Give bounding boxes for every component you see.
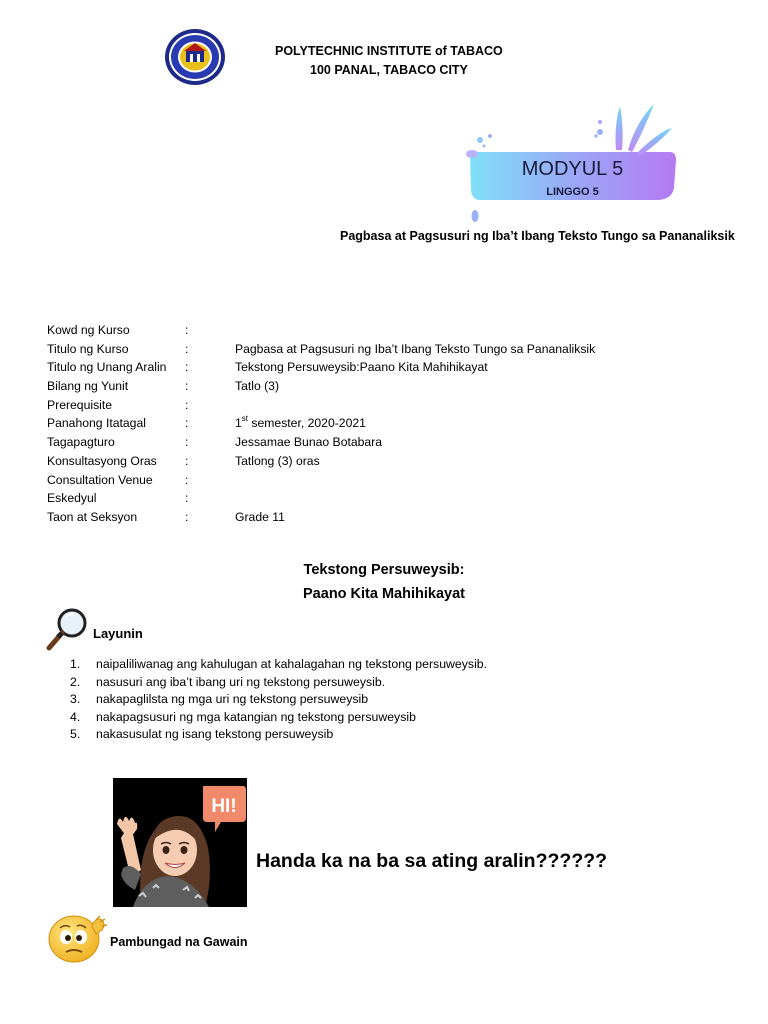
module-week: LINGGO 5	[546, 186, 599, 198]
info-value-ordinal: st	[241, 414, 249, 424]
info-separator: :	[185, 416, 189, 431]
lesson-title-line2: Paano Kita Mahihikayat	[303, 586, 465, 602]
info-separator: :	[185, 435, 189, 450]
module-title: MODYUL 5	[521, 158, 624, 180]
info-separator: :	[185, 472, 189, 487]
info-label: Konsultasyong Oras	[47, 453, 157, 468]
list-item-text: nakasusulat ng isang tekstong persuweysib	[96, 727, 334, 742]
list-item-number: 1.	[70, 657, 81, 671]
info-label: Titulo ng Kurso	[47, 341, 129, 356]
list-item-number: 4.	[70, 709, 81, 724]
info-label: Titulo ng Unang Aralin	[47, 360, 167, 375]
info-separator: :	[185, 341, 189, 356]
objectives-label: Layunin	[93, 626, 143, 641]
info-label: Panahong Itatagal	[47, 416, 146, 431]
list-item	[70, 709, 487, 727]
info-value: Grade 11	[235, 509, 285, 524]
list-item-number: 3.	[70, 692, 81, 707]
opening-activity-label: Pambungad na Gawain	[110, 935, 248, 949]
list-item-text: nasusuri ang iba’t ibang uri ng tekstong persuweysib.	[96, 674, 386, 689]
list-item-number: 5.	[70, 727, 81, 742]
ready-question: Handa ka na ba sa ating aralin??????	[256, 850, 608, 872]
avatar-girl-waving-icon	[113, 778, 247, 907]
info-label: Bilang ng Yunit	[47, 379, 129, 394]
info-separator: :	[185, 379, 189, 394]
list-item	[70, 674, 487, 692]
list-item-text: nakapaglilsta ng mga uri ng tekstong persuweysib	[96, 692, 369, 707]
institution-name: POLYTECHNIC INSTITUTE of TABACO	[275, 44, 503, 58]
info-separator: :	[185, 453, 189, 468]
info-label: Eskedyul	[47, 491, 97, 506]
objectives-list	[70, 656, 487, 744]
info-value: Pagbasa at Pagsusuri ng Iba’t Ibang Teksto Tungo sa Pananaliksik	[235, 341, 596, 356]
info-label: Kowd ng Kurso	[47, 323, 130, 337]
list-item	[70, 726, 487, 744]
list-item	[70, 691, 487, 709]
info-value: Tatlo (3)	[235, 379, 280, 394]
info-value	[235, 414, 366, 433]
info-value: Tatlong (3) oras	[235, 453, 320, 468]
info-value: Tekstong Persuweysib:Paano Kita Mahihikayat	[235, 360, 488, 375]
list-item-number: 2.	[70, 674, 81, 689]
speech-bubble-text: HI!	[211, 796, 237, 817]
school-header	[0, 0, 768, 90]
list-item-text: naipaliliwanag ang kahulugan at kahalagahan ng tekstong persuweysib.	[96, 657, 488, 671]
avatar-image	[113, 778, 247, 907]
thinking-emoji-icon	[46, 912, 110, 964]
info-label: Taon at Seksyon	[47, 509, 138, 524]
lesson-title-line1: Tekstong Persuweysib:	[303, 562, 465, 578]
info-value-number: 1	[235, 416, 242, 431]
info-value: Jessamae Bunao Botabara	[235, 435, 383, 450]
info-separator: :	[185, 360, 189, 375]
list-item-text: nakapagsusuri ng mga katangian ng tekstong persuweysib	[96, 709, 416, 724]
info-label: Tagapagturo	[47, 435, 115, 450]
list-item	[70, 656, 487, 674]
info-separator: :	[185, 397, 189, 412]
info-separator: :	[185, 509, 189, 524]
info-separator: :	[185, 491, 189, 506]
info-label: Prerequisite	[47, 397, 113, 412]
info-label: Consultation Venue	[47, 472, 153, 487]
magnifying-glass-icon	[44, 606, 90, 652]
module-subtitle: Pagbasa at Pagsusuri ng Iba’t Ibang Teksto Tungo sa Pananaliksik	[340, 229, 735, 243]
institution-address: 100 PANAL, TABACO CITY	[310, 63, 468, 77]
info-separator: :	[185, 323, 189, 337]
info-value-rest: semester, 2020-2021	[248, 416, 366, 431]
